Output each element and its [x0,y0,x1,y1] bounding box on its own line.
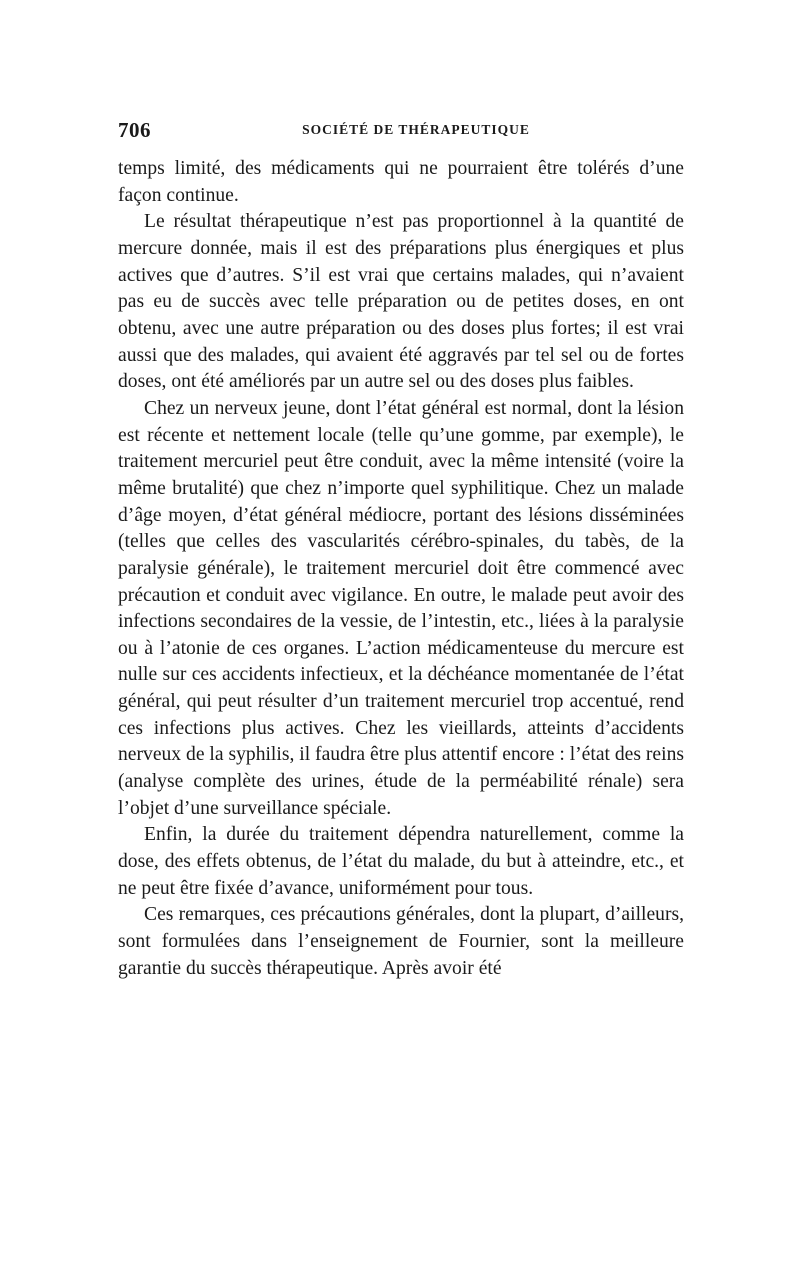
page-number: 706 [118,118,151,142]
body-text [118,156,684,982]
paragraph: Le résultat thérapeutique n’est pas proportionnel à la quantité de mercure donnée, mais il est des préparations plus énergiques et plus actives que d’autres. S’il est vrai que certains malades, qui n’avaient pas eu de succès avec telle préparation ou de petites doses, en ont obtenu, avec une autre préparation ou des doses plus fortes; il est vrai aussi que des malades, qui avaient été aggravés par tel sel ou de fortes doses, ont été améliorés par un autre sel ou des doses plus faibles. [118,211,684,393]
paragraph: Ces remarques, ces précautions générales, dont la plupart, d’ailleurs, sont formulées dans l’enseignement de Fournier, sont la meilleure garantie du succès thérapeutique. Après avoir été [118,904,684,979]
paragraph: Chez un nerveux jeune, dont l’état général est normal, dont la lésion est récente et nettement locale (telle qu’une gomme, par exemple), le traitement mercuriel peut être conduit, avec la même intensité (voire la même brutalité) que chez n’importe quel syphilitique. Chez un malade d’âge moyen, d’état général médiocre, portant des lésions disséminées (telles que celles des vascularités cérébro-spinales, du tabès, de la paralysie générale), le traitement mercuriel doit être commencé avec précaution et conduit avec vigilance. En outre, le malade peut avoir des infections secondaires de la vessie, de l’intestin, etc., liées à la paralysie ou à l’atonie de ces organes. L’action médicamenteuse du mercure est nulle sur ces accidents infectieux, et la déchéance momentanée de l’état général, qui peut résulter d’un traitement mercuriel trop accentué, rend ces infections plus actives. Chez les vieillards, atteints d’accidents nerveux de la syphilis, il faudra être plus attentif encore : l’état des reins (analyse complète des urines, étude de la perméabilité rénale) sera l’objet d’une surveillance spéciale. [118,397,684,819]
page-header [118,118,684,148]
paragraph: Enfin, la durée du traitement dépendra naturellement, comme la dose, des effets obtenus, de l’état du malade, du but à atteindre, etc., et ne peut être fixée d’avance, uniformément pour tous. [118,824,684,899]
paragraph: temps limité, des médicaments qui ne pourraient être tolérés d’une façon continue. [118,158,684,206]
book-page [118,118,684,982]
running-head: SOCIÉTÉ DE THÉRAPEUTIQUE [302,122,530,137]
